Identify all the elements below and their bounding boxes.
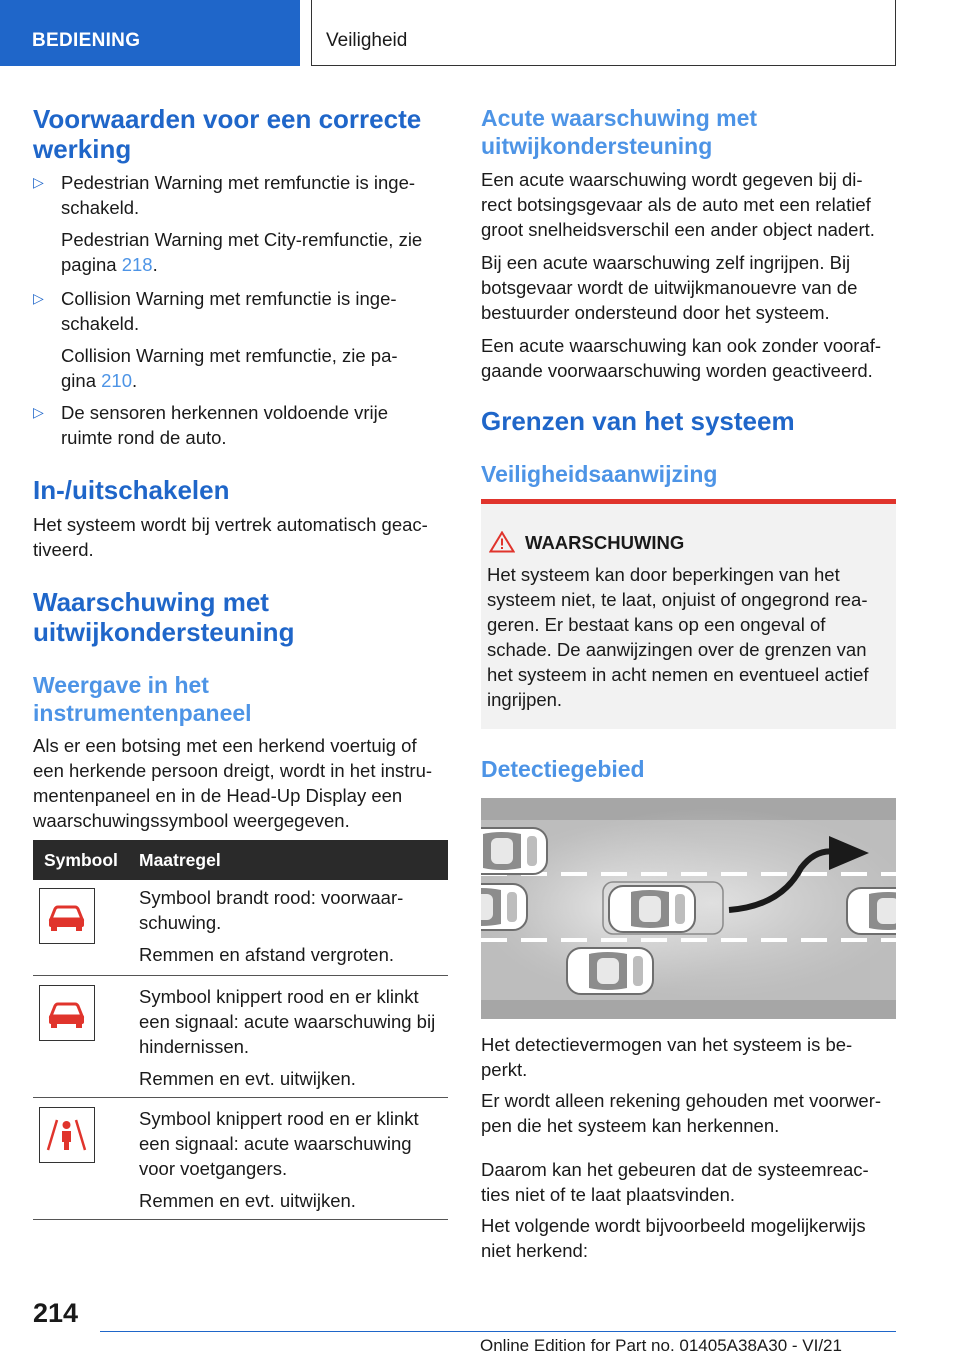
heading-requirements: Voorwaarden voor een correcte werking (33, 104, 422, 164)
table-row: Symbool knippert rood en er klinkt een signaal: acute waarschuwing voor voetgangers. Remmen en evt. uitwijken. (139, 1108, 419, 1211)
page-number: 214 (33, 1298, 79, 1328)
list-item: ▷ Pedestrian Warning met remfunctie is inge- schakeld. Pedestrian Warning met City-remfunctie, zie pagina 218. (33, 172, 423, 275)
triangle-bullet-icon: ▷ (33, 404, 44, 420)
detection-area-illustration (481, 798, 896, 1019)
table-divider (33, 1097, 448, 1098)
heading-display: Weergave in het instrumentenpaneel (33, 672, 252, 726)
heading-warning: Waarschuwing met uitwijkondersteuning (33, 587, 295, 647)
list-item: ▷ De sensoren herkennen voldoende vrije ruimte rond de auto. (33, 402, 389, 448)
table-header (33, 840, 448, 880)
page-link[interactable]: 218 (121, 254, 153, 275)
chapter-tab (311, 0, 896, 66)
paragraph-detect-3: Daarom kan het gebeuren dat de systeemreac- ties niet of te laat plaatsvinden. (481, 1159, 869, 1205)
warning-text: Het systeem kan door beperkingen van het systeem niet, te laat, onjuist of ongegrond rea- geren. Er bestaat kans op een ongeval of schade. De aanwijzingen over de grenzen van het systeem in acht nemen en eventueel actief ingrijpen. (487, 564, 869, 710)
footer-divider (100, 1331, 896, 1332)
column-header: Symbool (44, 850, 118, 870)
paragraph-display: Als er een botsing met een herkend voertuig of een herkende persoon dreigt, wordt in het instru- mentenpaneel en in de Head-Up Display een waarschuwingssymbool weergegeven. (33, 735, 433, 831)
car-warning-icon (39, 888, 95, 944)
paragraph-acute-3: Een acute waarschuwing kan ook zonder vooraf- gaande voorwaarschuwing worden geactiveerd. (481, 335, 882, 381)
page-link[interactable]: 210 (101, 370, 132, 391)
warning-box (481, 499, 896, 729)
table-divider (33, 975, 448, 976)
paragraph-detect-4: Het volgende wordt bijvoorbeeld mogelijkerwijs niet herkend: (481, 1215, 866, 1261)
paragraph-acute-2: Bij een acute waarschuwing zelf ingrijpen. Bij botsgevaar wordt de uitwijkmanouevre van de bestuurder ondersteund door het systeem. (481, 252, 858, 323)
table-row: Symbool brandt rood: voorwaar- schuwing. Remmen en afstand vergroten. (139, 887, 404, 965)
paragraph-detect-1: Het detectievermogen van het systeem is be- perkt. (481, 1034, 853, 1080)
list-item: ▷ Collision Warning met remfunctie is inge- schakeld. Collision Warning met remfunctie, zie pa- gina 210. (33, 288, 398, 391)
table-divider (33, 1219, 448, 1220)
paragraph-acute-1: Een acute waarschuwing wordt gegeven bij di- rect botsingsgevaar als de auto met een relatief groot snelheidsverschil een ander object nadert. (481, 169, 875, 240)
triangle-bullet-icon: ▷ (33, 290, 44, 306)
heading-onoff: In-/uitschakelen (33, 475, 230, 505)
heading-acute: Acute waarschuwing met uitwijkondersteuning (481, 105, 758, 159)
heading-detect: Detectiegebied (481, 756, 645, 782)
paragraph-detect-2: Er wordt alleen rekening gehouden met voorwer- pen die het systeem kan herkennen. (481, 1090, 882, 1136)
warning-title: WAARSCHUWING (525, 532, 685, 553)
footer-edition: Online Edition for Part no. 01405A38A30 - VI/21 (480, 1336, 842, 1355)
paragraph-onoff: Het systeem wordt bij vertrek automatisch geac- tiveerd. (33, 514, 428, 560)
chapter-title: Veiligheid (326, 30, 408, 51)
warning-triangle-icon (489, 531, 515, 553)
heading-safety: Veiligheidsaanwijzing (481, 461, 718, 487)
heading-limits: Grenzen van het systeem (481, 406, 795, 436)
table-row: Symbool knippert rood en er klinkt een signaal: acute waarschuwing bij hindernissen. Remmen en evt. uitwijken. (139, 986, 436, 1089)
triangle-bullet-icon: ▷ (33, 174, 44, 190)
section-tab (0, 0, 300, 66)
car-warning-icon (39, 985, 95, 1041)
pedestrian-warning-icon (39, 1107, 95, 1163)
column-header: Maatregel (139, 850, 221, 870)
section-title: BEDIENING (32, 30, 141, 51)
